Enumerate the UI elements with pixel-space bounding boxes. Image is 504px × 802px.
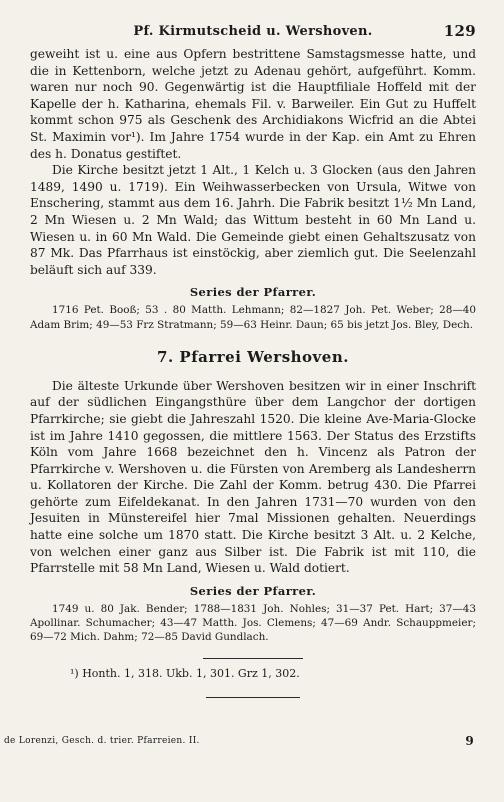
footnote xyxy=(30,667,476,681)
series-heading-wershoven: Series der Pfarrer. xyxy=(189,583,317,598)
paragraph-hoffeld: geweiht ist u. eine aus Opfern bestrittene Samstagsmesse hatte, und die in Kettenborn, welche jetzt zu Adenau gehört, aufgeführt. Komm. waren nur noch 90. Gegenwärtig ist die Hauptfiliale Hoffeld mit der Kapelle der h. Katharina, ehemals Fil. v. Barweiler. Ein Gut zu Huffelt kommt schon 975 als Geschenk des Archidiakons Wicfrid an die Abtei St. Maximin vor¹). Im Jahre 1754 wurde in der Kap. ein Amt zu Ehren des h. Donatus gestiftet. xyxy=(30,47,476,161)
paragraph-wershoven: Die älteste Urkunde über Wershoven besitzen wir in einer Inschrift auf der südlichen Eingangsthüre über dem Langchor der dortigen Pfarrkirche; sie giebt die Jahreszahl 1520. Die kleine Ave-Maria-Glocke ist im Jahre 1410 gegossen, die mittlere 1563. Der Status des Erzstifts Köln vom Jahre 1668 bezeichnet den h. Vincenz als Patron der Pfarrkirche v. Wershoven u. die Fürsten von Aremberg als Landesherrn u. Kollatoren der Kirche. Die Zahl der Komm. betrug 430. Die Pfarrei gehörte zum Eifeldekanat. In den Jahren 1731—70 wurden von den Jesuiten in Münstereifel hier 7mal Missionen gehalten. Neuerdings hatte eine solche um 1870 statt. Die Kirche besitzt 3 Alt. u. 2 Kelche, von welchen einer ganz aus Silber ist. Die Fabrik ist mit 110, die Pfarrstelle mit 58 Mn Land, Wiesen u. Wald dotiert. xyxy=(30,378,476,576)
bottom-divider xyxy=(206,697,300,698)
footnote-divider xyxy=(203,658,303,659)
footnote-text: Honth. 1, 318. Ukb. 1, 301. Grz 1, 302. xyxy=(82,667,300,681)
series-heading-kirmutscheid: Series der Pfarrer. xyxy=(189,285,317,300)
footnote-marker: ¹) xyxy=(70,667,79,681)
running-header xyxy=(30,22,476,46)
section-title-wershoven: 7. Pfarrei Wershoven. xyxy=(157,347,349,366)
page-body xyxy=(30,46,476,698)
signature-mark: 9 xyxy=(465,734,474,748)
page-number: 129 xyxy=(443,22,476,40)
page-footer xyxy=(4,736,474,746)
imprint-line: de Lorenzi, Gesch. d. trier. Pfarreien. II. xyxy=(4,736,200,746)
series-list-kirmutscheid: 1716 Pet. Booß; 53 . 80 Matth. Lehmann; 82—1827 Joh. Pet. Weber; 28—40 Adam Brim; 49—53 Frz Stratmann; 59—63 Heinr. Daun; 65 bis jetzt Jos. Bley, Dech. xyxy=(30,304,476,331)
series-list-wershoven: 1749 u. 80 Jak. Bender; 1788—1831 Joh. Nohles; 31—37 Pet. Hart; 37—43 Apollinar. Schumacher; 43—47 Matth. Jos. Clemens; 47—69 Andr. Schauppmeier; 69—72 Mich. Dahm; 72—85 David Gundlach. xyxy=(30,602,476,644)
paragraph-church-inventory: Die Kirche besitzt jetzt 1 Alt., 1 Kelch u. 3 Glocken (aus den Jahren 1489, 1490 u. 1719). Ein Weihwasserbecken von Ursula, Witwe von Enschering, stammt aus dem 16. Jahrh. Die Fabrik besitzt 1½ Mn Land, 2 Mn Wiesen u. 2 Mn Wald; das Wittum besteht in 60 Mn Land u. Wiesen u. in 60 Mn Wald. Die Gemeinde giebt einen Gehaltszusatz von 87 Mk. Das Pfarrhaus ist einstöckig, aber ziemlich gut. Die Seelenzahl beläuft sich auf 339. xyxy=(30,163,476,277)
running-title: Pf. Kirmutscheid u. Wershoven. xyxy=(133,24,373,39)
